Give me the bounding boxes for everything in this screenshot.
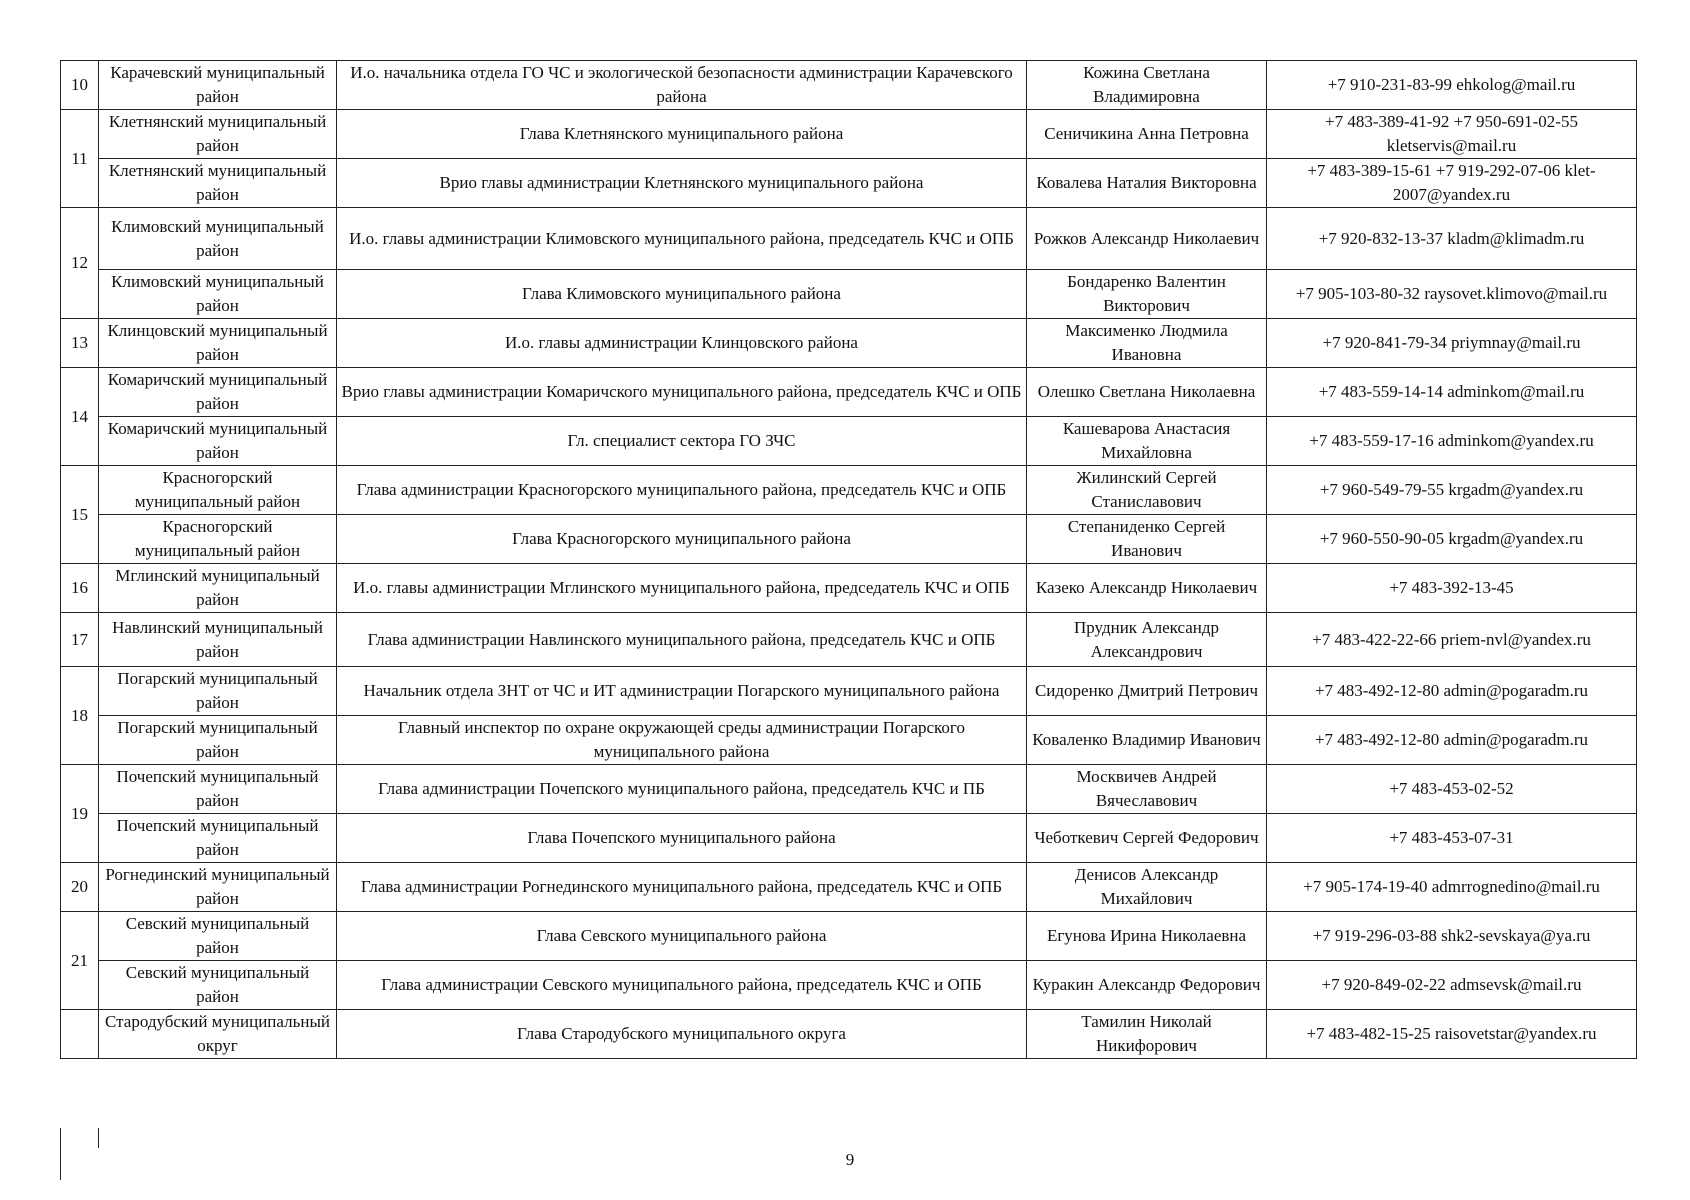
district-cell: Погарский муниципальный район xyxy=(99,716,337,765)
name-cell: Сидоренко Дмитрий Петрович xyxy=(1027,667,1267,716)
table-row xyxy=(61,319,1637,368)
row-number: 16 xyxy=(61,564,99,613)
position-cell: Врио главы администрации Клетнянского муниципального района xyxy=(337,159,1027,208)
position-cell: Глава Климовского муниципального района xyxy=(337,270,1027,319)
district-cell: Стародубский муниципальный округ xyxy=(99,1010,337,1059)
table-row xyxy=(61,515,1637,564)
position-cell: Глава администрации Севского муниципального района, председатель КЧС и ОПБ xyxy=(337,961,1027,1010)
table-row xyxy=(61,270,1637,319)
district-cell: Навлинский муниципальный район xyxy=(99,613,337,667)
contact-cell: +7 483-492-12-80 admin@pogaradm.ru xyxy=(1267,667,1637,716)
row-number: 21 xyxy=(61,912,99,1010)
district-cell: Комаричский муниципальный район xyxy=(99,368,337,417)
row-number: 15 xyxy=(61,466,99,564)
name-cell: Бондаренко Валентин Викторович xyxy=(1027,270,1267,319)
district-cell: Комаричский муниципальный район xyxy=(99,417,337,466)
contact-cell: +7 905-103-80-32 raysovet.klimovo@mail.ru xyxy=(1267,270,1637,319)
district-cell: Почепский муниципальный район xyxy=(99,765,337,814)
position-cell: И.о. начальника отдела ГО ЧС и экологической безопасности администрации Карачевского района xyxy=(337,61,1027,110)
name-cell: Казеко Александр Николаевич xyxy=(1027,564,1267,613)
table-row xyxy=(61,417,1637,466)
name-cell: Чеботкевич Сергей Федорович xyxy=(1027,814,1267,863)
name-cell: Кожина Светлана Владимировна xyxy=(1027,61,1267,110)
table-row xyxy=(61,912,1637,961)
row-number: 12 xyxy=(61,208,99,319)
contact-cell: +7 483-392-13-45 xyxy=(1267,564,1637,613)
table-row xyxy=(61,368,1637,417)
contacts-table xyxy=(60,60,1637,1059)
position-cell: Глава Стародубского муниципального округа xyxy=(337,1010,1027,1059)
name-cell: Ковалева Наталия Викторовна xyxy=(1027,159,1267,208)
table-row xyxy=(61,159,1637,208)
position-cell: И.о. главы администрации Мглинского муниципального района, председатель КЧС и ОПБ xyxy=(337,564,1027,613)
position-cell: Глава Клетнянского муниципального района xyxy=(337,110,1027,159)
page-number: 9 xyxy=(845,1150,855,1169)
table-row xyxy=(61,863,1637,912)
name-cell: Олешко Светлана Николаевна xyxy=(1027,368,1267,417)
table-row xyxy=(61,110,1637,159)
district-cell: Красногорский муниципальный район xyxy=(99,466,337,515)
district-cell: Севский муниципальный район xyxy=(99,912,337,961)
table-row xyxy=(61,564,1637,613)
district-cell: Севский муниципальный район xyxy=(99,961,337,1010)
contact-cell: +7 483-559-14-14 adminkom@mail.ru xyxy=(1267,368,1637,417)
table-row xyxy=(61,814,1637,863)
district-cell: Рогнединский муниципальный район xyxy=(99,863,337,912)
name-cell: Тамилин Николай Никифорович xyxy=(1027,1010,1267,1059)
row-number xyxy=(61,1010,99,1059)
position-cell: Глава администрации Навлинского муниципального района, председатель КЧС и ОПБ xyxy=(337,613,1027,667)
position-cell: И.о. главы администрации Клинцовского района xyxy=(337,319,1027,368)
contact-cell: +7 920-832-13-37 kladm@klimadm.ru xyxy=(1267,208,1637,270)
position-cell: Глава администрации Красногорского муниципального района, председатель КЧС и ОПБ xyxy=(337,466,1027,515)
district-cell: Карачевский муниципальный район xyxy=(99,61,337,110)
name-cell: Жилинский Сергей Станиславович xyxy=(1027,466,1267,515)
name-cell: Максименко Людмила Ивановна xyxy=(1027,319,1267,368)
row-number: 13 xyxy=(61,319,99,368)
table-row xyxy=(61,765,1637,814)
contact-cell: +7 483-453-07-31 xyxy=(1267,814,1637,863)
district-cell: Погарский муниципальный район xyxy=(99,667,337,716)
name-cell: Москвичев Андрей Вячеславович xyxy=(1027,765,1267,814)
name-cell: Степаниденко Сергей Иванович xyxy=(1027,515,1267,564)
position-cell: Глава администрации Рогнединского муниципального района, председатель КЧС и ОПБ xyxy=(337,863,1027,912)
name-cell: Коваленко Владимир Иванович xyxy=(1027,716,1267,765)
table-row xyxy=(61,667,1637,716)
contact-cell: +7 920-849-02-22 admsevsk@mail.ru xyxy=(1267,961,1637,1010)
district-cell: Красногорский муниципальный район xyxy=(99,515,337,564)
position-cell: Гл. специалист сектора ГО ЗЧС xyxy=(337,417,1027,466)
contact-cell: +7 483-453-02-52 xyxy=(1267,765,1637,814)
contact-cell: +7 919-296-03-88 shk2-sevskaya@ya.ru xyxy=(1267,912,1637,961)
contact-cell: +7 905-174-19-40 admrrognedino@mail.ru xyxy=(1267,863,1637,912)
table-row xyxy=(61,613,1637,667)
row-number: 18 xyxy=(61,667,99,765)
position-cell: Глава Севского муниципального района xyxy=(337,912,1027,961)
name-cell: Прудник Александр Александрович xyxy=(1027,613,1267,667)
contact-cell: +7 483-482-15-25 raisovetstar@yandex.ru xyxy=(1267,1010,1637,1059)
contact-cell: +7 910-231-83-99 ehkolog@mail.ru xyxy=(1267,61,1637,110)
table-column-divider xyxy=(98,1128,99,1148)
district-cell: Климовский муниципальный район xyxy=(99,270,337,319)
name-cell: Кашеварова Анастасия Михайловна xyxy=(1027,417,1267,466)
contacts-table-body xyxy=(61,61,1637,1059)
contact-cell: +7 483-492-12-80 admin@pogaradm.ru xyxy=(1267,716,1637,765)
table-row xyxy=(61,716,1637,765)
contact-cell: +7 483-389-41-92 +7 950-691-02-55 kletservis@mail.ru xyxy=(1267,110,1637,159)
district-cell: Клетнянский муниципальный район xyxy=(99,110,337,159)
row-number: 11 xyxy=(61,110,99,208)
row-number: 17 xyxy=(61,613,99,667)
contact-cell: +7 960-549-79-55 krgadm@yandex.ru xyxy=(1267,466,1637,515)
row-number: 10 xyxy=(61,61,99,110)
contact-cell: +7 960-550-90-05 krgadm@yandex.ru xyxy=(1267,515,1637,564)
district-cell: Клинцовский муниципальный район xyxy=(99,319,337,368)
table-row xyxy=(61,961,1637,1010)
position-cell: Глава Красногорского муниципального района xyxy=(337,515,1027,564)
contact-cell: +7 483-559-17-16 adminkom@yandex.ru xyxy=(1267,417,1637,466)
contact-cell: +7 483-389-15-61 +7 919-292-07-06 klet-2007@yandex.ru xyxy=(1267,159,1637,208)
contact-cell: +7 483-422-22-66 priem-nvl@yandex.ru xyxy=(1267,613,1637,667)
row-number: 19 xyxy=(61,765,99,863)
table-row xyxy=(61,208,1637,270)
name-cell: Рожков Александр Николаевич xyxy=(1027,208,1267,270)
position-cell: Главный инспектор по охране окружающей среды администрации Погарского муниципального района xyxy=(337,716,1027,765)
position-cell: Начальник отдела ЗНТ от ЧС и ИТ администрации Погарского муниципального района xyxy=(337,667,1027,716)
position-cell: И.о. главы администрации Климовского муниципального района, председатель КЧС и ОПБ xyxy=(337,208,1027,270)
position-cell: Врио главы администрации Комаричского муниципального района, председатель КЧС и ОПБ xyxy=(337,368,1027,417)
district-cell: Мглинский муниципальный район xyxy=(99,564,337,613)
position-cell: Глава Почепского муниципального района xyxy=(337,814,1027,863)
name-cell: Куракин Александр Федорович xyxy=(1027,961,1267,1010)
row-number: 20 xyxy=(61,863,99,912)
district-cell: Почепский муниципальный район xyxy=(99,814,337,863)
row-number: 14 xyxy=(61,368,99,466)
table-row xyxy=(61,61,1637,110)
name-cell: Сеничикина Анна Петровна xyxy=(1027,110,1267,159)
contact-cell: +7 920-841-79-34 priymnay@mail.ru xyxy=(1267,319,1637,368)
district-cell: Клетнянский муниципальный район xyxy=(99,159,337,208)
name-cell: Денисов Александр Михайлович xyxy=(1027,863,1267,912)
table-left-border xyxy=(60,1128,61,1180)
position-cell: Глава администрации Почепского муниципального района, председатель КЧС и ПБ xyxy=(337,765,1027,814)
table-row xyxy=(61,1010,1637,1059)
name-cell: Егунова Ирина Николаевна xyxy=(1027,912,1267,961)
table-row xyxy=(61,466,1637,515)
district-cell: Климовский муниципальный район xyxy=(99,208,337,270)
